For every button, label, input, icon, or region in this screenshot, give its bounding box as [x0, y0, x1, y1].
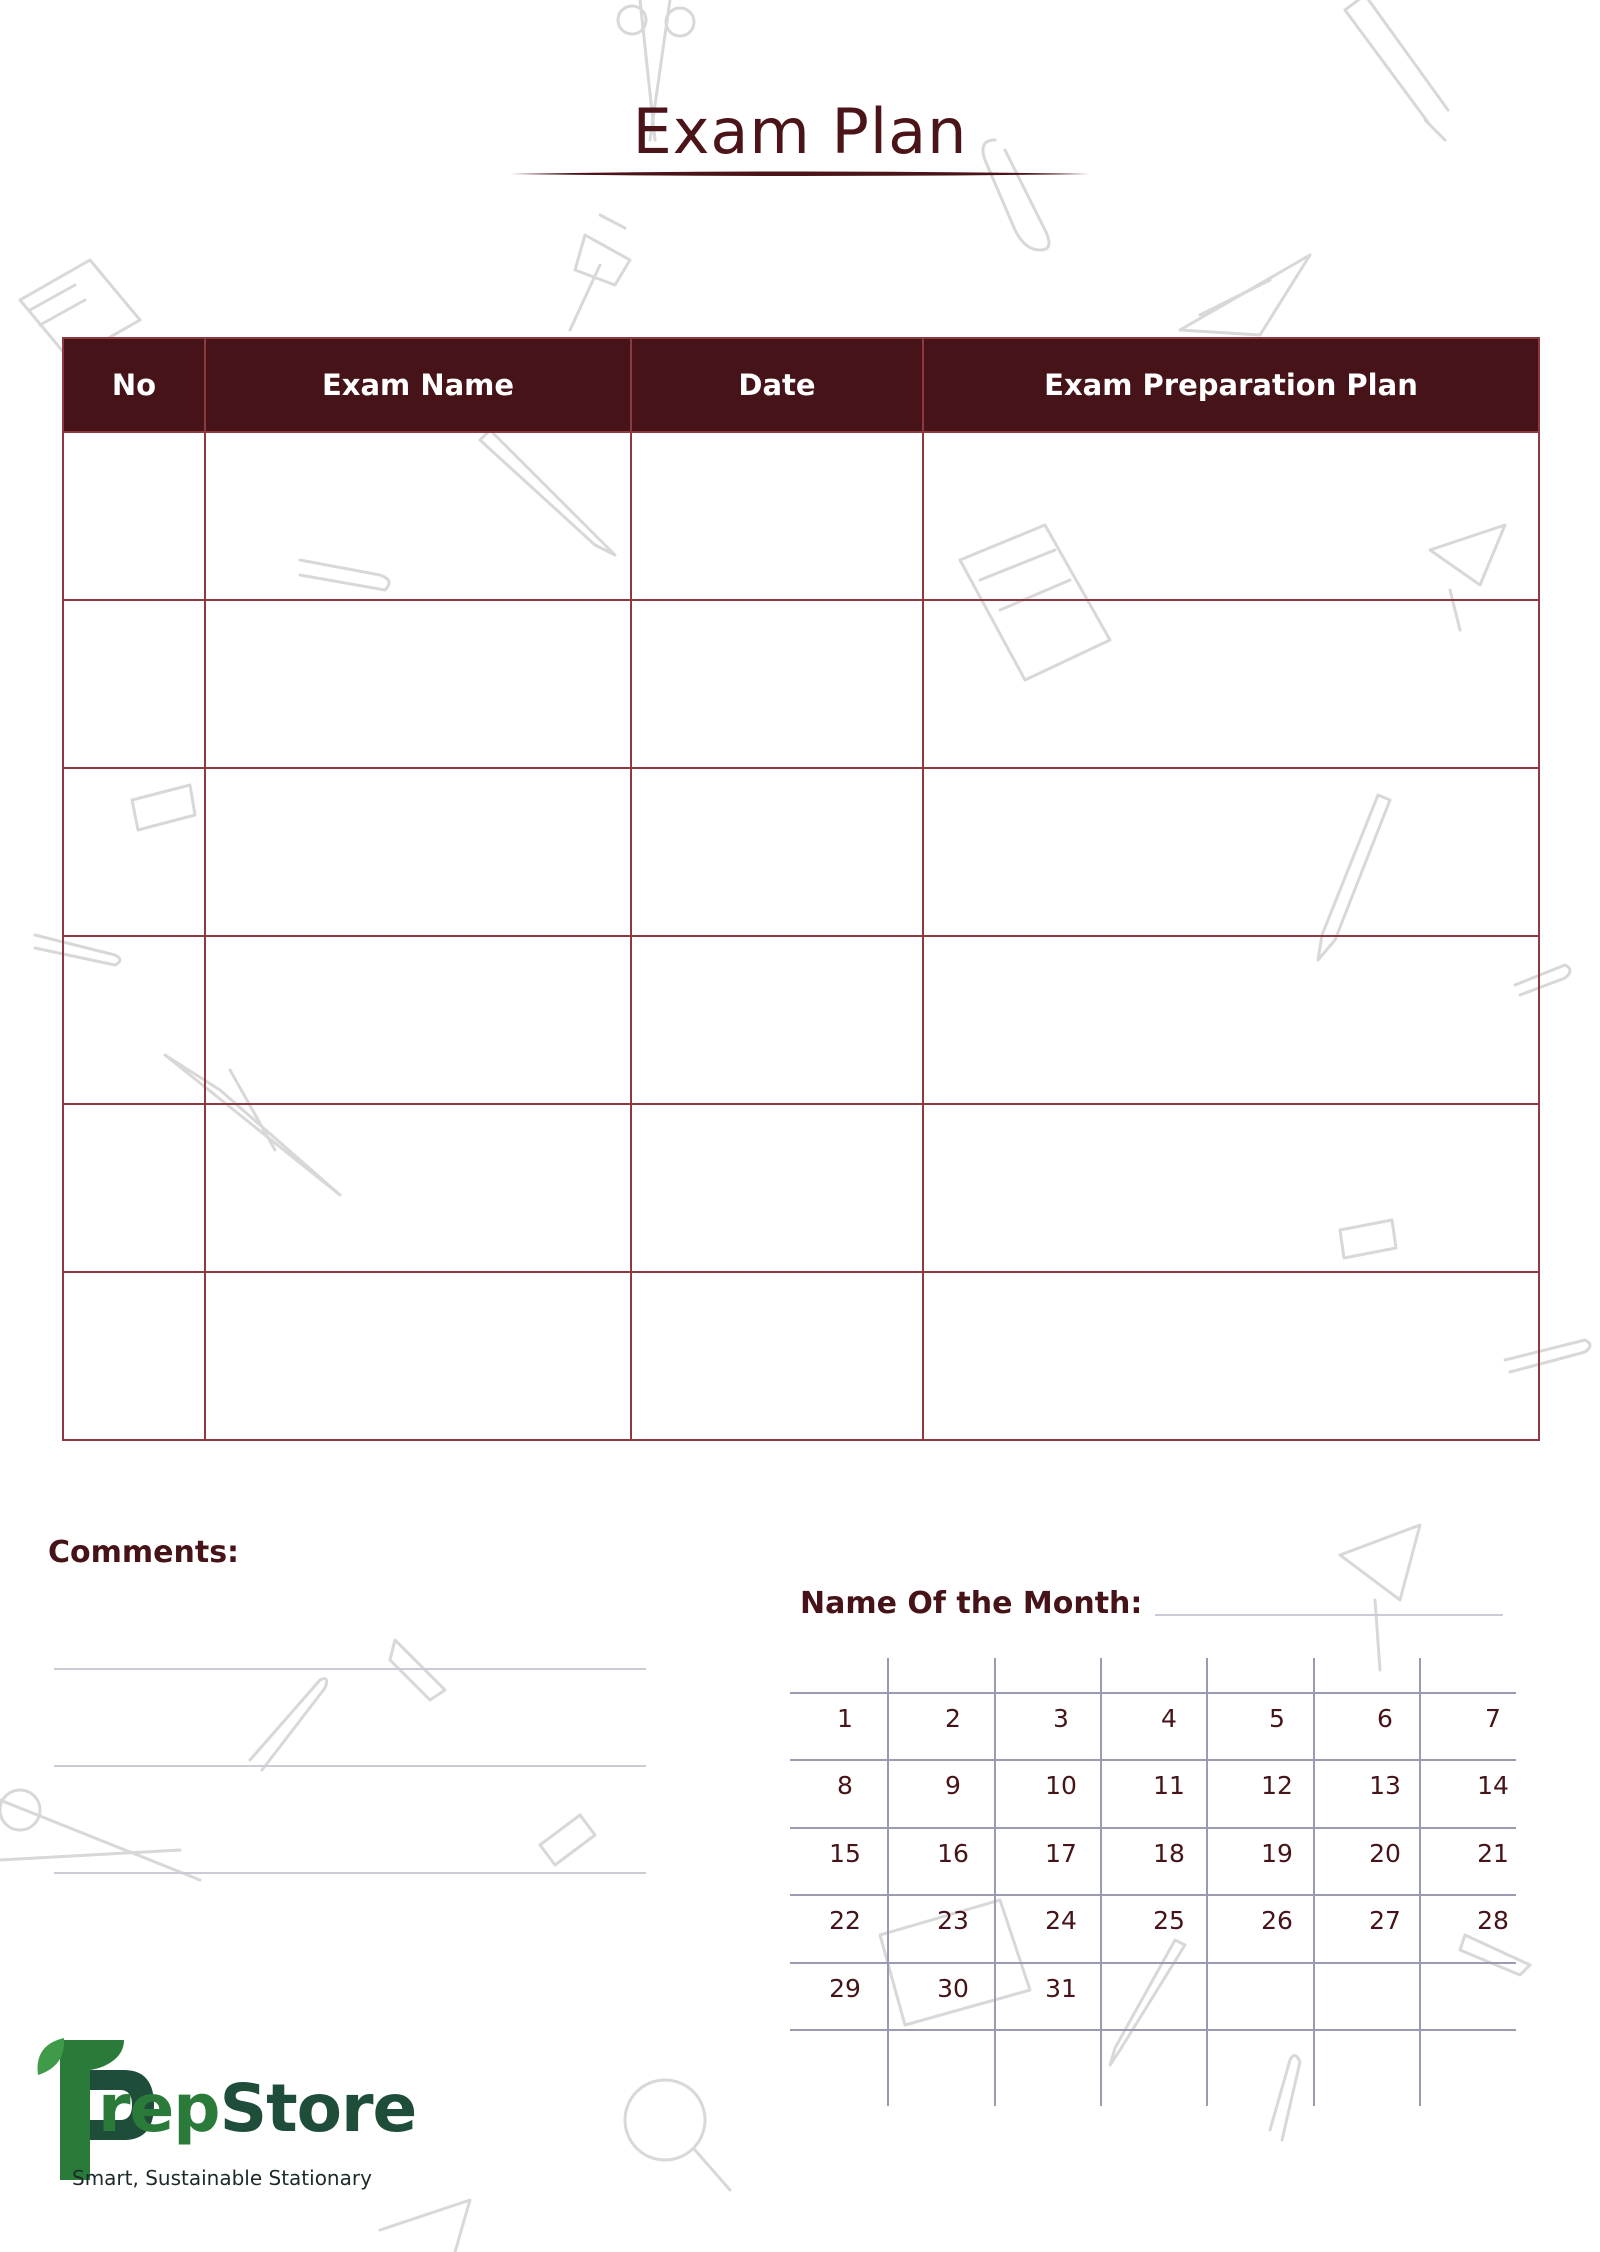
cell-preparation-plan[interactable]	[923, 936, 1539, 1104]
cell-preparation-plan[interactable]	[923, 432, 1539, 600]
calendar-day[interactable]: 12	[1261, 1771, 1293, 1800]
cell-date[interactable]	[631, 936, 923, 1104]
comments-label: Comments:	[48, 1535, 240, 1570]
calendar-day[interactable]: 3	[1053, 1704, 1069, 1733]
cell-no[interactable]	[63, 600, 205, 768]
calendar-day[interactable]: 27	[1369, 1906, 1401, 1935]
calendar-grid-line	[994, 1658, 996, 2106]
cell-date[interactable]	[631, 768, 923, 936]
month-name-field[interactable]	[1155, 1614, 1503, 1616]
cell-exam-name[interactable]	[205, 1104, 631, 1272]
calendar-day[interactable]: 23	[937, 1906, 969, 1935]
calendar-day[interactable]: 31	[1045, 1974, 1077, 2003]
calendar-grid-line	[790, 1894, 1516, 1896]
calendar-grid-line	[790, 1827, 1516, 1829]
calendar-day[interactable]: 15	[829, 1839, 861, 1868]
comment-line[interactable]	[54, 1668, 646, 1670]
calendar-day[interactable]: 14	[1477, 1771, 1509, 1800]
brand-name-prefix: rep	[98, 2070, 220, 2147]
calendar-day[interactable]: 28	[1477, 1906, 1509, 1935]
graduation-cap-icon-4	[380, 2200, 470, 2252]
calendar-day[interactable]: 7	[1485, 1704, 1501, 1733]
table-row	[63, 936, 1539, 1104]
paperclip-icon-6	[250, 1679, 327, 1770]
header-exam-preparation-plan: Exam Preparation Plan	[923, 338, 1539, 432]
cell-no[interactable]	[63, 1272, 205, 1440]
cell-preparation-plan[interactable]	[923, 1272, 1539, 1440]
calendar-day[interactable]: 26	[1261, 1906, 1293, 1935]
header-date: Date	[631, 338, 923, 432]
comment-line[interactable]	[54, 1872, 646, 1874]
cell-preparation-plan[interactable]	[923, 768, 1539, 936]
calendar-day[interactable]: 8	[837, 1771, 853, 1800]
calendar-day[interactable]: 21	[1477, 1839, 1509, 1868]
calendar-day[interactable]: 19	[1261, 1839, 1293, 1868]
cell-preparation-plan[interactable]	[923, 1104, 1539, 1272]
calendar-day[interactable]: 2	[945, 1704, 961, 1733]
cell-exam-name[interactable]	[205, 936, 631, 1104]
cell-exam-name[interactable]	[205, 768, 631, 936]
brand-tagline: Smart, Sustainable Stationary	[72, 2166, 372, 2190]
calendar-day[interactable]: 20	[1369, 1839, 1401, 1868]
header-no: No	[63, 338, 205, 432]
calendar-grid-line	[1313, 1658, 1315, 2106]
cell-date[interactable]	[631, 600, 923, 768]
table-header-row	[63, 338, 1539, 432]
calendar-day[interactable]: 30	[937, 1974, 969, 2003]
calendar-grid-line	[1100, 1658, 1102, 2106]
cell-date[interactable]	[631, 432, 923, 600]
calendar-day[interactable]: 16	[937, 1839, 969, 1868]
calendar-day[interactable]: 6	[1377, 1704, 1393, 1733]
calendar-day[interactable]: 13	[1369, 1771, 1401, 1800]
cell-preparation-plan[interactable]	[923, 600, 1539, 768]
calendar-day[interactable]: 1	[837, 1704, 853, 1733]
comment-line[interactable]	[54, 1765, 646, 1767]
calendar-day[interactable]: 25	[1153, 1906, 1185, 1935]
calendar-grid-line	[1206, 1658, 1208, 2106]
pushpin-icon-2	[390, 1640, 445, 1700]
calendar-day[interactable]: 17	[1045, 1839, 1077, 1868]
calendar-day[interactable]: 11	[1153, 1771, 1185, 1800]
calendar-grid-line	[887, 1658, 889, 2106]
table-row	[63, 1104, 1539, 1272]
eraser-icon-3	[540, 1815, 595, 1865]
header-exam-name: Exam Name	[205, 338, 631, 432]
calendar-day[interactable]: 29	[829, 1974, 861, 2003]
cell-no[interactable]	[63, 432, 205, 600]
calendar-day[interactable]: 22	[829, 1906, 861, 1935]
table-row	[63, 432, 1539, 600]
month-name-label: Name Of the Month:	[800, 1586, 1143, 1621]
calendar-day[interactable]: 24	[1045, 1906, 1077, 1935]
exam-plan-table	[62, 337, 1540, 1441]
pushpin-icon	[570, 215, 630, 330]
calendar-grid-line	[790, 1692, 1516, 1694]
cell-date[interactable]	[631, 1272, 923, 1440]
scissors-icon-2	[0, 1790, 200, 1880]
calendar-grid-line	[790, 2029, 1516, 2031]
calendar-day[interactable]: 4	[1161, 1704, 1177, 1733]
graduation-cap-icon	[1180, 255, 1310, 335]
calendar-day[interactable]: 9	[945, 1771, 961, 1800]
graduation-cap-icon-3	[1340, 1525, 1420, 1670]
calendar-day[interactable]: 10	[1045, 1771, 1077, 1800]
calendar-day[interactable]: 18	[1153, 1839, 1185, 1868]
cell-date[interactable]	[631, 1104, 923, 1272]
calendar-grid-line	[790, 1962, 1516, 1964]
month-calendar-grid	[790, 1658, 1516, 2106]
cell-exam-name[interactable]	[205, 600, 631, 768]
cell-exam-name[interactable]	[205, 432, 631, 600]
cell-no[interactable]	[63, 1104, 205, 1272]
brand-name	[98, 2070, 416, 2147]
cell-no[interactable]	[63, 936, 205, 1104]
table-row	[63, 768, 1539, 936]
cell-no[interactable]	[63, 768, 205, 936]
brand-name-suffix: Store	[219, 2070, 417, 2147]
page-title: Exam Plan	[632, 95, 968, 168]
calendar-grid-line	[790, 1759, 1516, 1761]
table-row	[63, 600, 1539, 768]
magnifier-icon	[625, 2080, 730, 2190]
title-underline	[510, 170, 1090, 178]
cell-exam-name[interactable]	[205, 1272, 631, 1440]
table-row	[63, 1272, 1539, 1440]
calendar-day[interactable]: 5	[1269, 1704, 1285, 1733]
